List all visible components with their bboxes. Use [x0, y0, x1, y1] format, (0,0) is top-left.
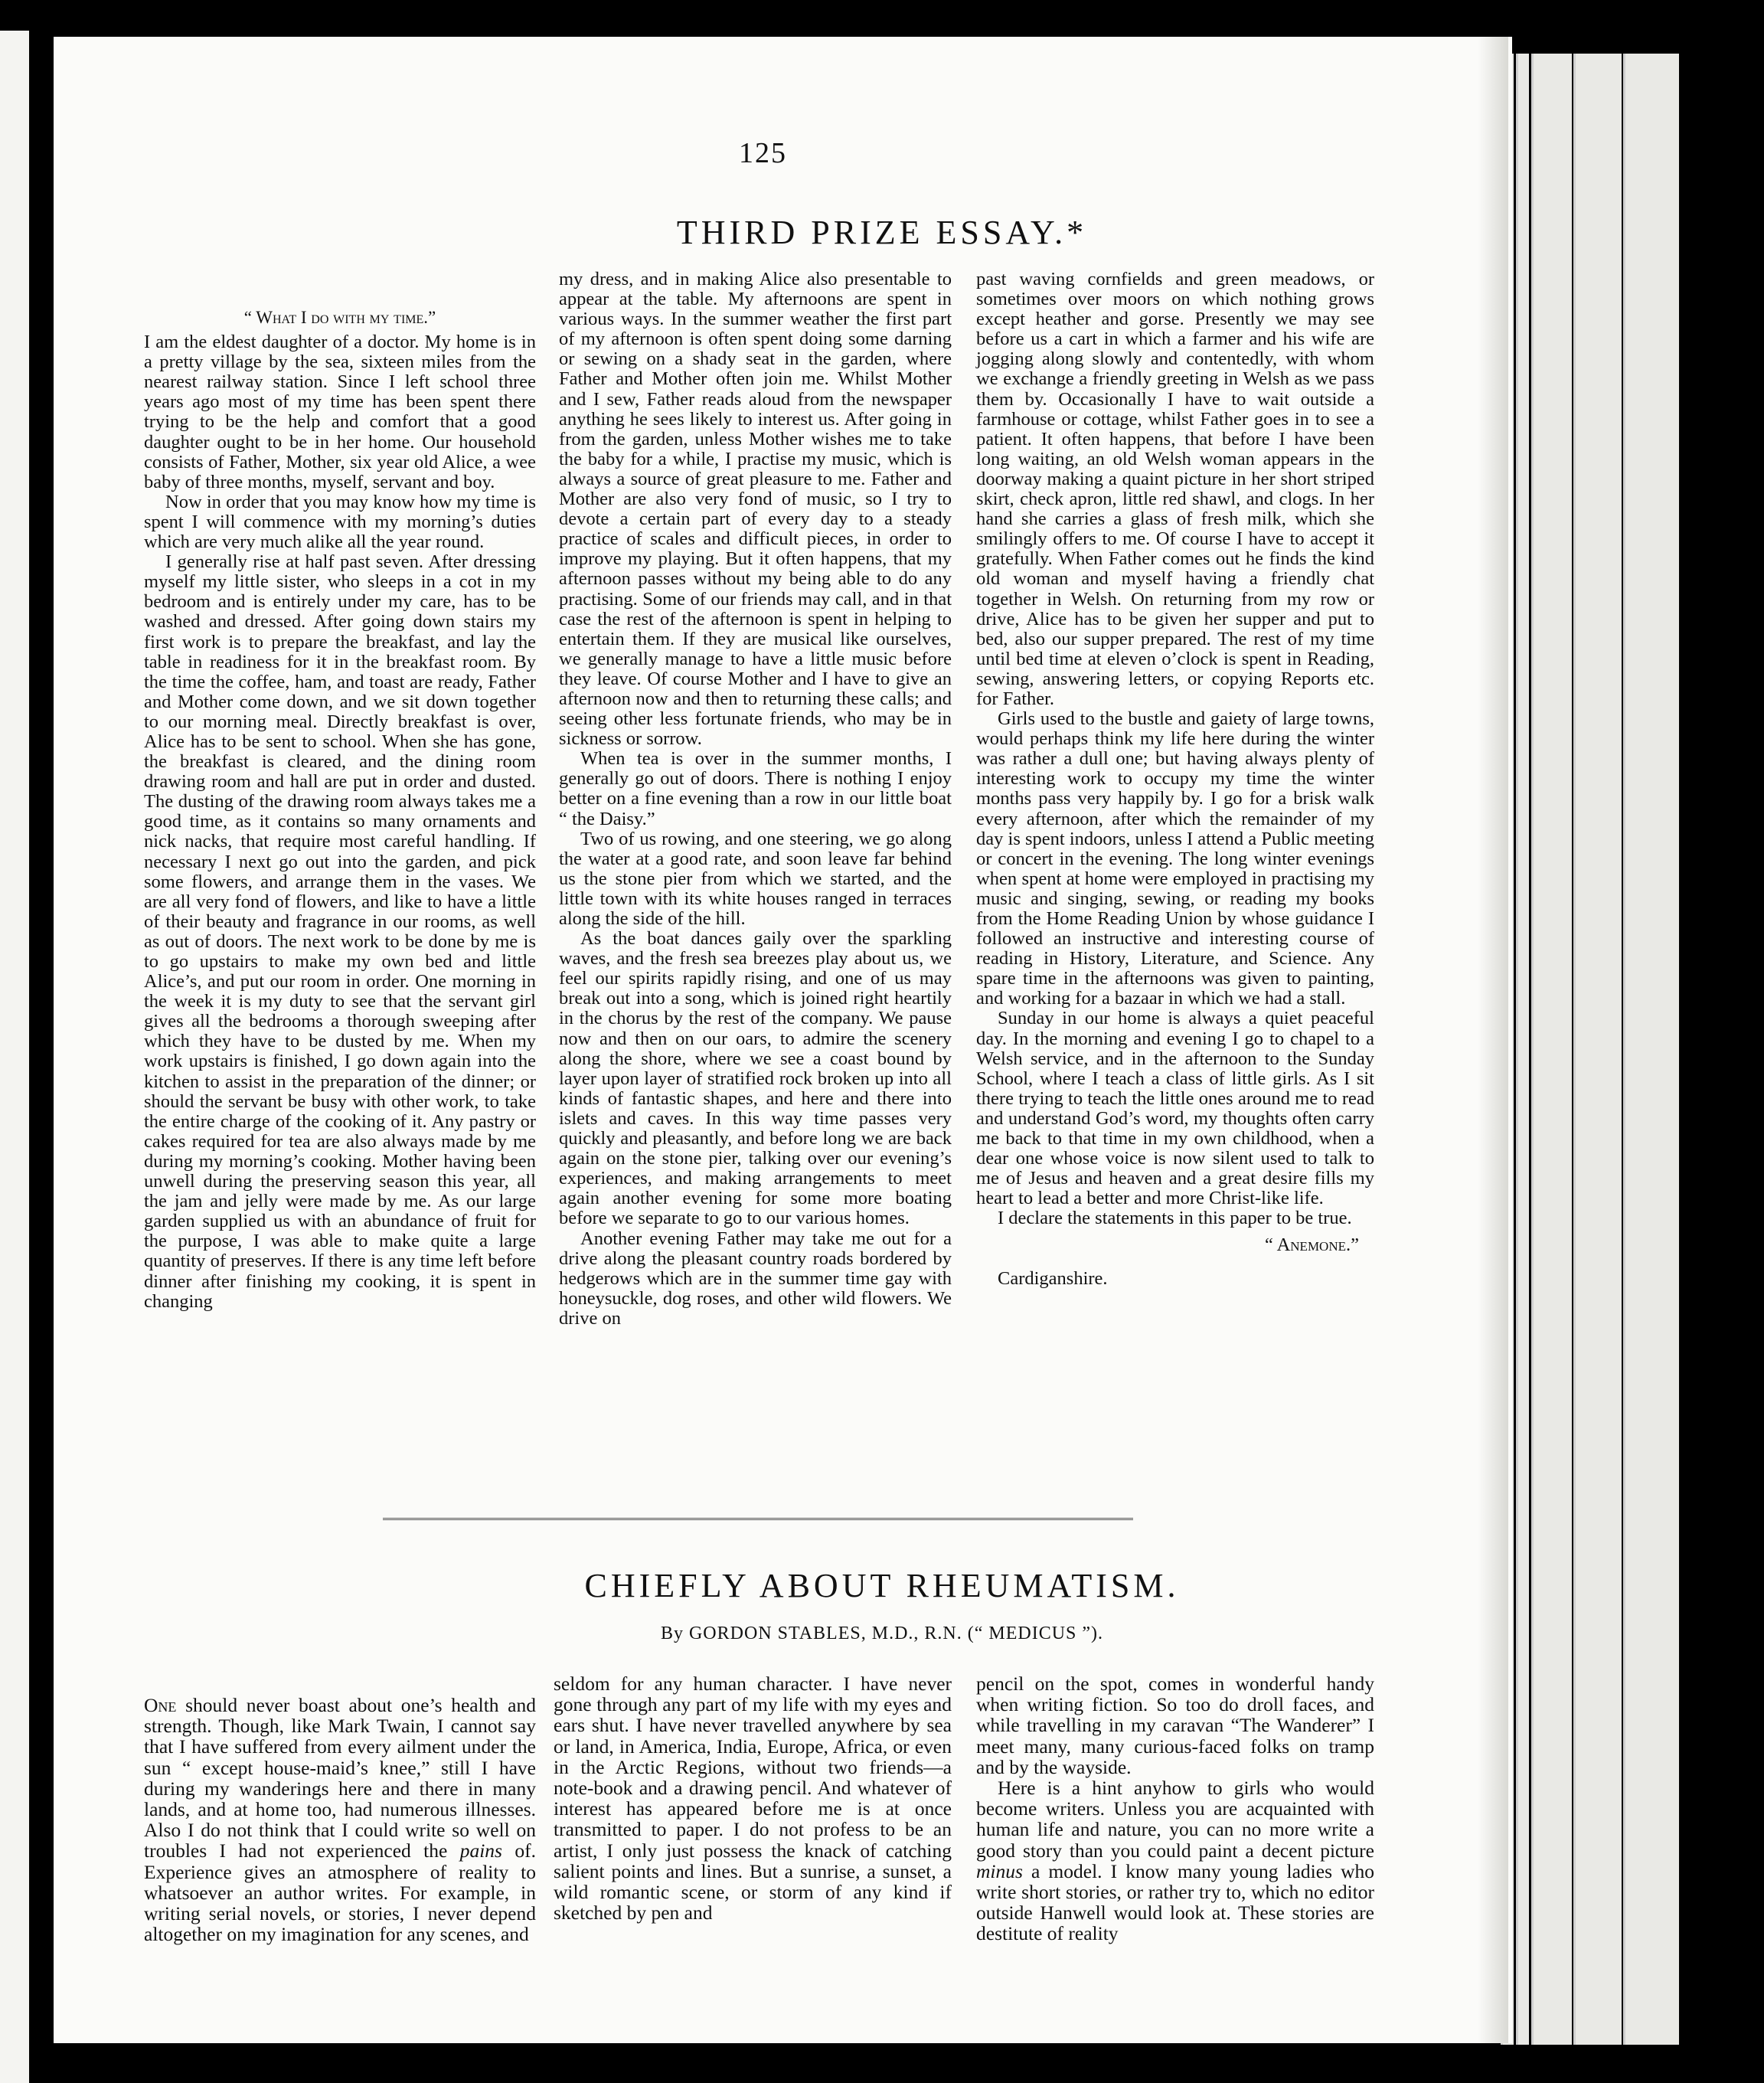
essay-paragraph: Girls used to the bustle and gaiety of large towns, would perhaps think my life here during the winter was rather a dull one; but having always plenty of interesting work to occupy my time the winter months pass very happily by. I go for a brisk walk every afternoon, after which the remainder of my day is spent indoors, unless I attend a Public meeting or concert in the evening. The long winter evenings when spent at home were employed in practising my music and singing, sewing, or reading my books from the Home Reading Union by whose guidance I followed an instructive and interesting course of reading in History, Literature, and Science. Any spare time in the afternoons was given to painting, and working for a bazaar in which we had a stall. — [976, 708, 1374, 1009]
essay-column-3 — [976, 270, 1374, 1289]
article-byline: By GORDON STABLES, M.D., R.N. (“ MEDICUS ”). — [660, 1624, 1104, 1643]
article-title: CHIEFLY ABOUT RHEUMATISM. — [584, 1567, 1180, 1604]
italic-word: pains — [459, 1839, 502, 1862]
article-paragraph: Here is a hint anyhow to girls who would become writers. Unless you are acquainted with human life and nature, you can no more write a good story than you could paint a decent picture minus a model. I know many young ladies who write short stories, or rather try to, which no editor outside Hanwell would look at. These stories are destitute of reality — [976, 1777, 1375, 1945]
essay-paragraph: I am the eldest daughter of a doctor. My home is in a pretty village by the sea, sixteen miles from the nearest railway station. Since I left school three years ago most of my time has been spent there trying to be the help and comfort that a good daughter ought to be in her home. Our household consists of Father, Mother, six year old Alice, a wee baby of three months, myself, servant and boy. — [144, 332, 536, 492]
essay-paragraph: When tea is over in the summer months, I generally go out of doors. There is nothing I enjoy better on a fine evening than a row in our little boat “ the Daisy.” — [559, 748, 952, 829]
essay-paragraph: Sunday in our home is always a quiet peaceful day. In the morning and evening I go to chapel to a Welsh service, and in the afternoon to the Sunday School, where I teach a class of little girls. As I sit there trying to teach the little ones around me to read and understand God’s word, my thoughts often carry me back to that time in my own childhood, when a dear one whose voice is now silent used to talk to me of Jesus and heaven and a great desire fills my heart to lead a better and more Christ-like life. — [976, 1008, 1374, 1209]
article-paragraph: seldom for any human character. I have never gone through any part of my life with my eyes and ears shut. I have never travelled anywhere by sea or land, in America, India, Europe, Africa, or even in the Arctic Regions, without two friends—a note-book and a drawing pencil. And whatever of interest has appeared before me is at once transmitted to paper. I do not profess to be an artist, I only just possess the knack of catching salient points and lines. But a sunrise, a sunset, a wild romantic scene, or storm of any kind if sketched by pen and — [554, 1673, 952, 1924]
essay-paragraph: As the boat dances gaily over the sparkling waves, and the fresh sea breezes play about us, we feel our spirits rapidly rising, and one of us may break out into a song, which is joined right heartily in the chorus by the rest of the company. We pause now and then on our oars, to admire the scenery along the shore, where we see a coast bound by layer upon layer of stratified rock broken up into all kinds of fantastic shapes, and here and there into islets and caves. In this way time passes very quickly and pleasantly, and before long we are back again on the stone pier, talking over our evening’s experiences, and making arrangements to meet again another evening for some more boating before we separate to go to our various homes. — [559, 928, 952, 1229]
essay-subheading: “ What I do with my time.” — [243, 308, 436, 327]
essay-column-2 — [559, 270, 952, 1329]
page-curl-shadow — [1478, 37, 1508, 2043]
article-paragraph: pencil on the spot, comes in wonderful handy when writing fiction. So too do droll faces, and while travelling in my caravan “The Wanderer” I meet many, many curious-faced folks on tramp and by the wayside. — [976, 1673, 1374, 1778]
section-divider — [383, 1518, 1133, 1520]
book-page-edges — [1501, 54, 1730, 2045]
article-lead-word: One — [144, 1694, 177, 1716]
essay-paragraph: Two of us rowing, and one steering, we go along the water at a good rate, and soon leave far behind us the stone pier from which we started, and the little town with its white houses ranged in terraces along the side of the hill. — [559, 828, 952, 929]
essay-paragraph: I generally rise at half past seven. After dressing myself my little sister, who sleeps in a cot in my bedroom and is entirely under my care, has to be washed and dressed. After going down stairs my first work is to prepare the breakfast, and lay the table in readiness for it in the breakfast room. By the time the coffee, ham, and toast are ready, Father and Mother come down, and we sit down together to our morning meal. Directly breakfast is over, Alice has to be sent to school. When she has gone, the breakfast is cleared, and the dining room drawing room and hall are put in order and dusted. The dusting of the drawing room always takes me a good time, as it contains so many ornaments and nick nacks, that require most careful handling. If necessary I next go out into the garden, and pick some flowers, and arrange them in the vases. We are all very fond of flowers, and like to have a little of their beauty and fragrance in our rooms, as well as out of doors. The next work to be done by me is to go upstairs to make my own bed and little Alice’s, and put our room in order. One morning in the week it is my duty to see that the servant girl gives all the bedrooms a thorough sweeping after which they have to be dusted by me. When my work upstairs is finished, I go down again into the kitchen to assist in the preparation of the dinner; or should the servant be busy with other work, to take the entire charge of the cooking of it. Any pastry or cakes required for tea are also always made by me during my morning’s cooking. Mother having been unwell during the preserving season this year, all the jam and jelly were made by me. As our large garden supplied us with an abundance of fruit for the purpose, I was able to make quite a large quantity of preserves. If there is any time left before dinner after finishing my cooking, it is spent in changing — [144, 551, 536, 1312]
essay-title: THIRD PRIZE ESSAY.* — [676, 214, 1088, 251]
essay-paragraph: Now in order that you may know how my time is spent I will commence with my morning’s duties which are very much alike all the year round. — [144, 491, 536, 553]
page-number: 125 — [739, 137, 787, 169]
article-column-2 — [554, 1673, 952, 1923]
essay-column-1 — [144, 308, 536, 1312]
essay-place: Cardiganshire. — [998, 1267, 1108, 1289]
article-column-3 — [976, 1673, 1374, 1944]
essay-paragraph: my dress, and in making Alice also presentable to appear at the table. My afternoons are spent in various ways. In the summer weather the first part of my afternoon is often spent doing some darning or sewing on a shady seat in the garden, where Father and Mother often join me. Whilst Mother and I sew, Father reads aloud from the newspaper anything he sees likely to interest us. After going in from the garden, unless Mother wishes me to take the baby for a while, I practise my music, which is always a source of great pleasure to me. Father and Mother are also very fond of music, so I try to devote a certain part of every day to a steady practice of scales and difficult pieces, in order to improve my playing. But it often happens, that my afternoon passes without my being able to do any practising. Some of our friends may call, and in that case the rest of the afternoon is spent in helping to entertain them. If they are musical like ourselves, we generally manage to have a little music before they leave. Of course Mother and I have to give an afternoon now and then to returning these calls; and seeing other less fortunate friends, who may be in sickness or sorrow. — [559, 269, 952, 750]
essay-paragraph: past waving cornfields and green meadows, or sometimes over moors on which nothing grows except heather and gorse. Presently we may see before us a cart in which a farmer and his wife are jogging along slowly and contentedly, with whom we exchange a friendly greeting in Welsh as we pass them by. Occasionally I have to wait outside a farmhouse or cottage, whilst Father goes in to see a patient. It often happens, that before I have been long waiting, an old Welsh woman appears in the doorway making a quaint picture in her short striped skirt, check apron, little red shawl, and clogs. In her hand she carries a glass of fresh milk, which she smilingly offers to me. Of course I have to accept it gratefully. When Father comes out he finds the kind old woman and myself having a friendly chat together in Welsh. On returning from my row or drive, Alice has to be given her supper and put to bed, also our supper prepared. The rest of my time until bed time at eleven o’clock is spent in Reading, sewing, answering letters, or copying Reports etc. for Father. — [976, 269, 1374, 709]
italic-word: minus — [976, 1859, 1023, 1882]
article-column-1 — [144, 1695, 536, 1944]
previous-page-edge — [0, 31, 29, 2083]
article-paragraph: One should never boast about one’s health and strength. Though, like Mark Twain, I cannot say that I have suffered from every ailment under the sun “ except house-maid’s knee,” still I have during my wanderings here and there in many lands, and at home too, had numerous illnesses. Also I do not think that I could write so well on troubles I had not experienced the pains of. Experience gives an atmosphere of reality to whatsoever an author writes. For example, in writing serial novels, or stories, I never depend altogether on my imagination for any scenes, and — [144, 1694, 537, 1946]
essay-paragraph: Another evening Father may take me out for a drive along the pleasant country roads bordered by hedgerows which are in the summer time gay with honeysuckle, dog roses, and other wild flowers. We drive on — [559, 1228, 952, 1329]
essay-paragraph: I declare the statements in this paper to be true. — [998, 1208, 1352, 1229]
essay-signature: “ Anemone.” — [1264, 1234, 1359, 1255]
